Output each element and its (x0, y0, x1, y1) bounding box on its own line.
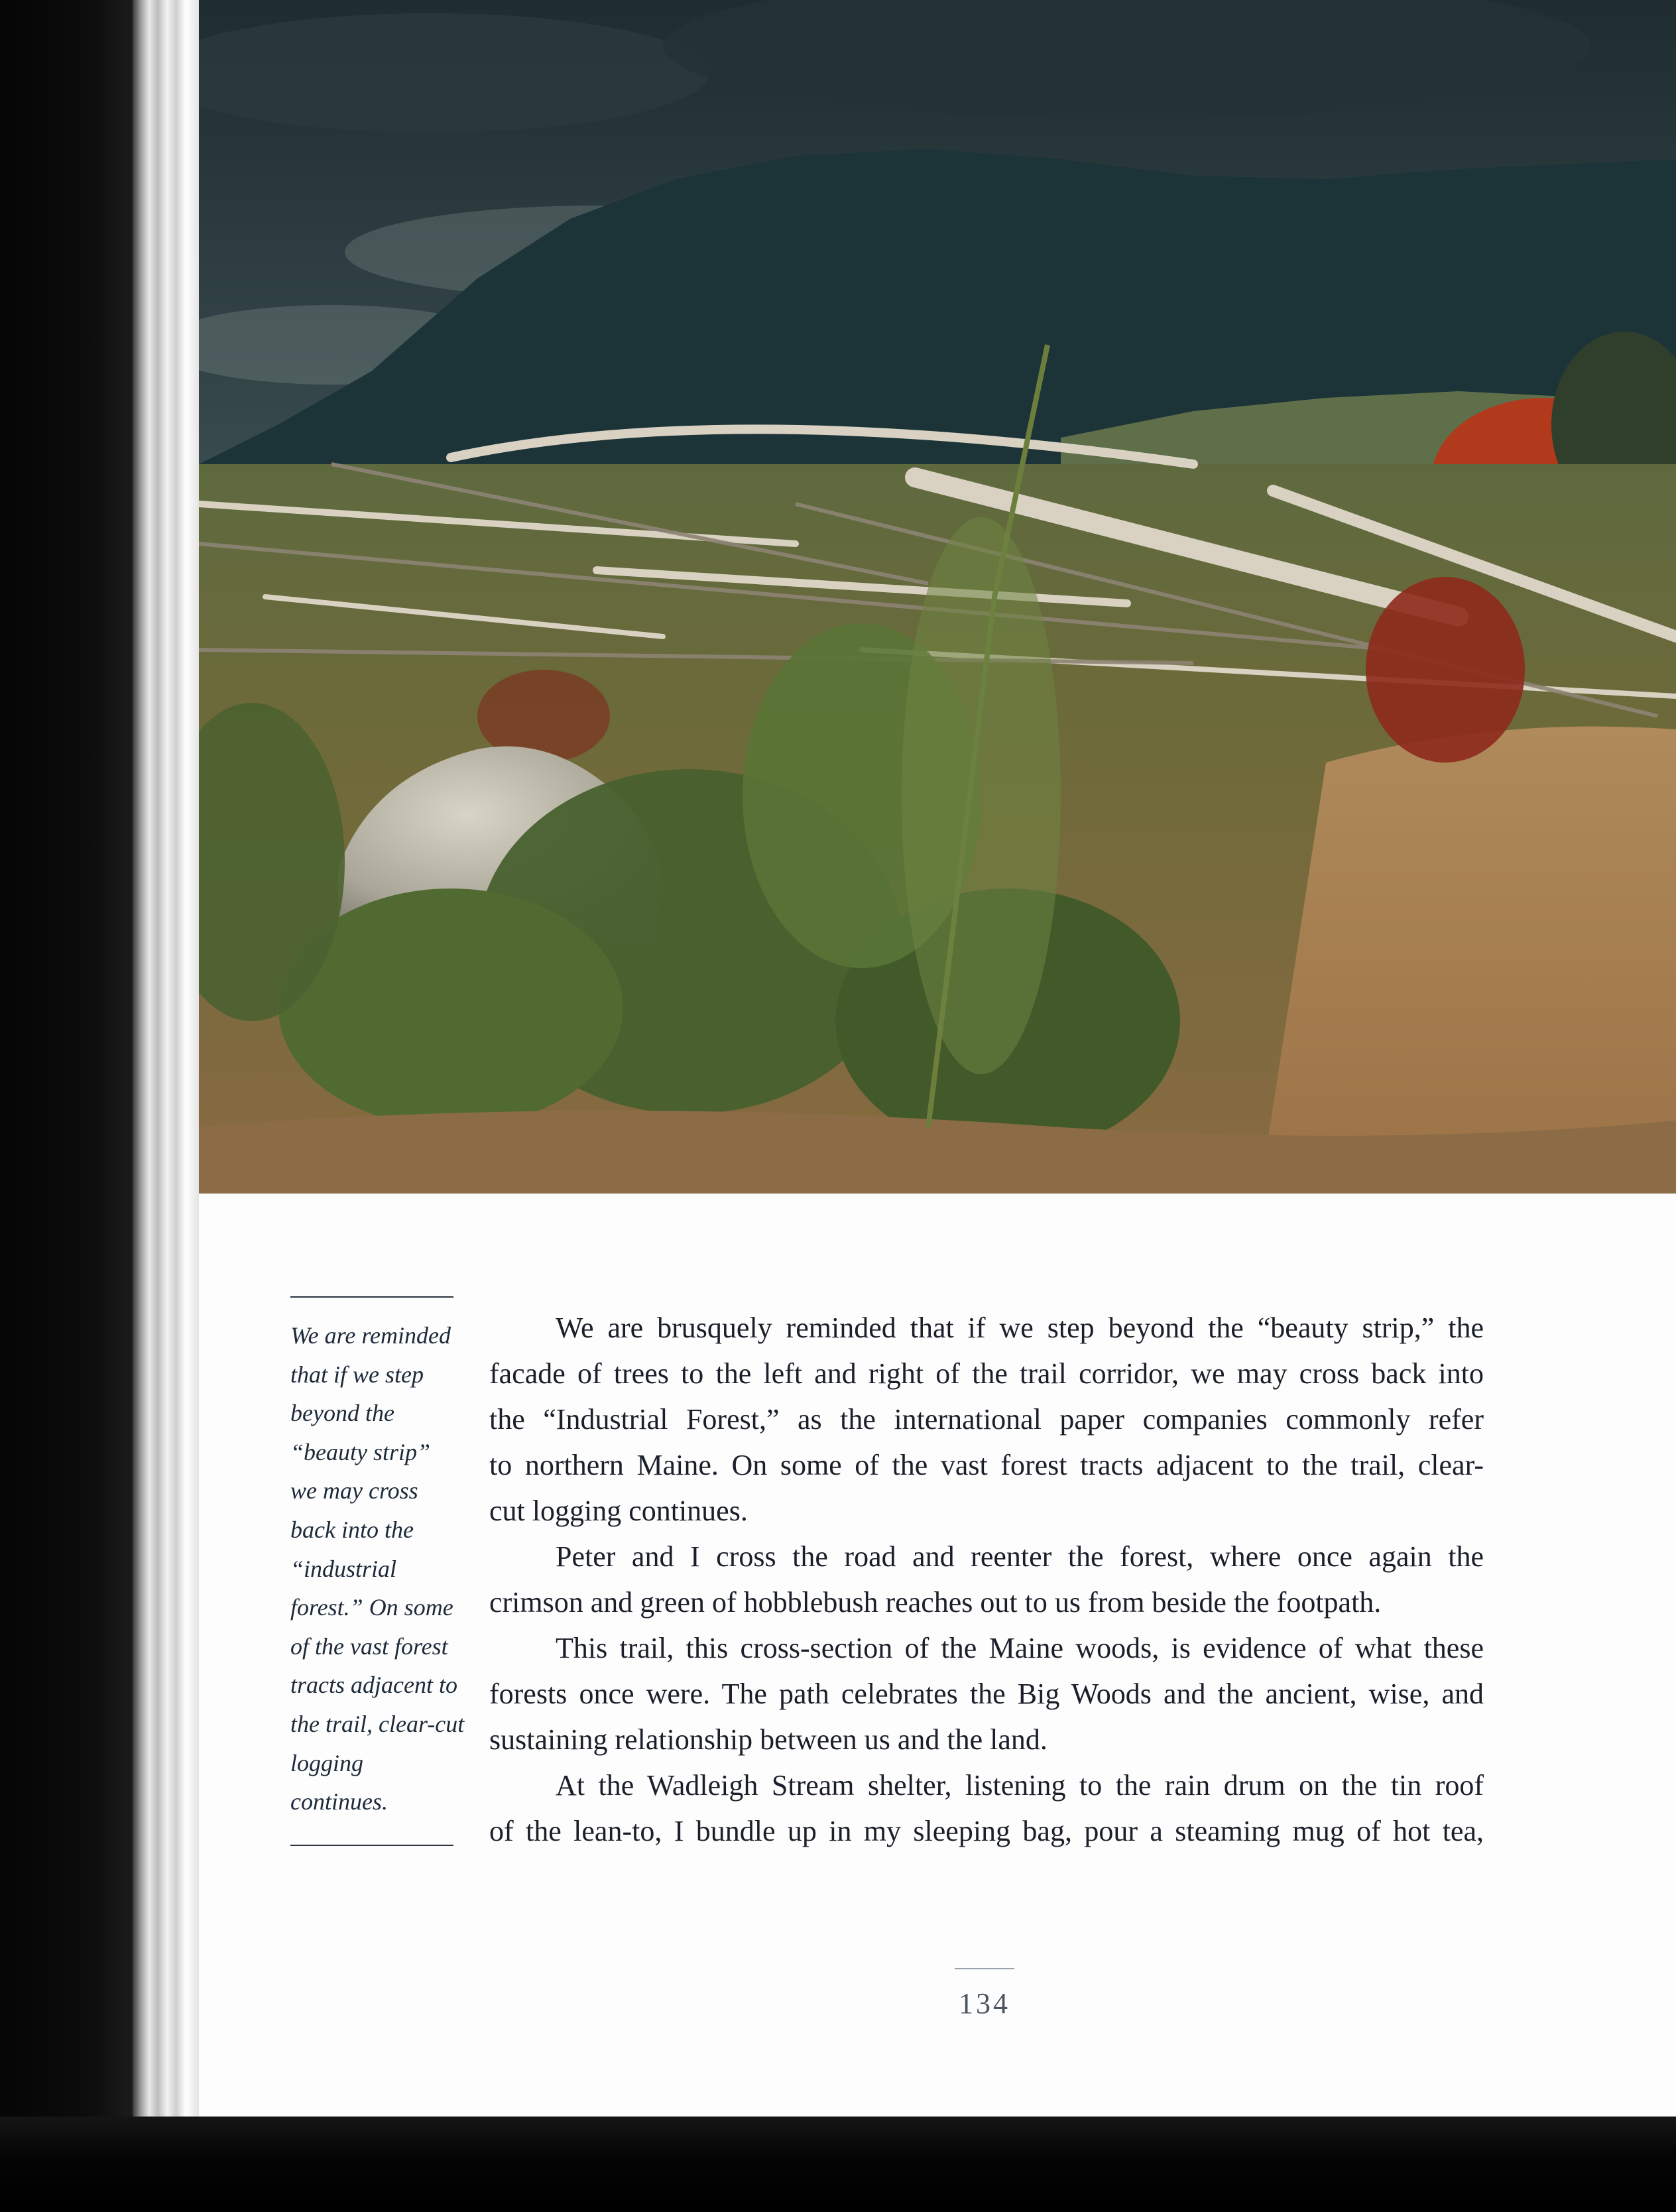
pull-quote-top-rule (290, 1296, 453, 1298)
pull-quote-line: forest.” On some (290, 1594, 453, 1621)
page-number: 134 (959, 1987, 1010, 2020)
book-spine (133, 0, 199, 2122)
body-line: to northern Maine. On some of the vast forest tracts adjacent to the trail, clear- (489, 1449, 1484, 1481)
paragraph (489, 1534, 1484, 1625)
landscape-photograph (199, 0, 1676, 1194)
paragraph (489, 1762, 1484, 1854)
pull-quote-line: we may cross (290, 1477, 418, 1505)
scanner-background-bottom (0, 2117, 1676, 2212)
pull-quote-line: the trail, clear-cut (290, 1710, 465, 1737)
pull-quote-line: tracts adjacent to (290, 1672, 457, 1699)
body-line: This trail, this cross-section of the Maine woods, is evidence of what these (556, 1632, 1484, 1664)
paragraph (489, 1625, 1484, 1762)
pull-quote-line: that if we step (290, 1361, 424, 1388)
book-page (199, 0, 1676, 2117)
body-line: cut logging continues. (489, 1495, 748, 1527)
body-line: We are brusquely reminded that if we step beyond the “beauty strip,” the (556, 1312, 1484, 1344)
photograph-illustration (199, 0, 1676, 1194)
body-line: Peter and I cross the road and reenter the forest, where once again the (556, 1540, 1484, 1573)
pull-quote-line: We are reminded (290, 1322, 451, 1349)
body-line: facade of trees to the left and right of the trail corridor, we may cross back into (489, 1357, 1484, 1390)
body-line: crimson and green of hobblebush reaches out to us from beside the footpath. (489, 1586, 1382, 1619)
pull-quote-line: continues. (290, 1788, 388, 1815)
body-text (489, 1305, 1484, 1854)
pull-quote-bottom-rule (290, 1845, 453, 1846)
pull-quote (290, 1316, 463, 1821)
scanner-background-left (0, 0, 133, 2212)
folio-rule (955, 1968, 1014, 1969)
body-line: sustaining relationship between us and the land. (489, 1723, 1048, 1756)
paragraph (489, 1305, 1484, 1534)
body-line: the “Industrial Forest,” as the international paper companies commonly refer (489, 1403, 1484, 1436)
body-line: At the Wadleigh Stream shelter, listening to the rain drum on the tin roof (556, 1769, 1484, 1802)
pull-quote-line: logging (290, 1749, 364, 1776)
pull-quote-line: beyond the (290, 1400, 394, 1427)
body-line: of the lean-to, I bundle up in my sleeping bag, pour a steaming mug of hot tea, (489, 1815, 1484, 1847)
pull-quote-line: of the vast forest (290, 1632, 448, 1660)
body-line: forests once were. The path celebrates the Big Woods and the ancient, wise, and (489, 1678, 1484, 1710)
pull-quote-line: back into the (290, 1516, 414, 1543)
pull-quote-line: “industrial (290, 1555, 397, 1582)
pull-quote-line: “beauty strip” (290, 1438, 431, 1465)
